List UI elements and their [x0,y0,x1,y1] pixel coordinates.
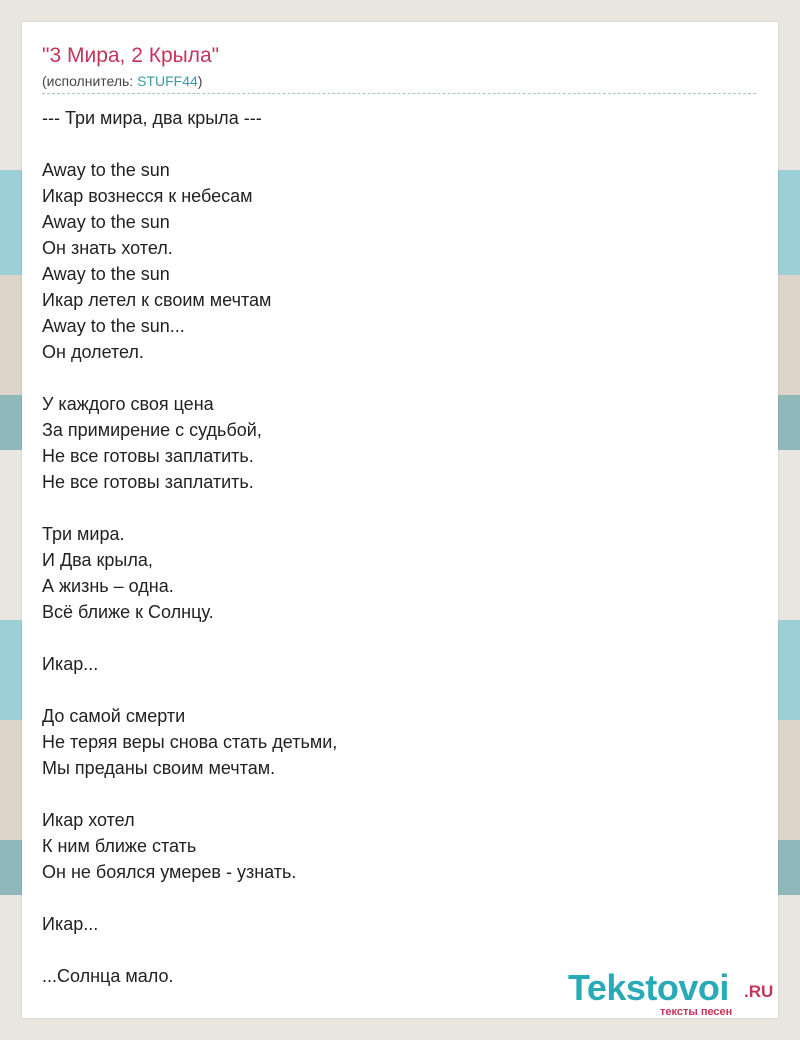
lyric-line: За примирение с судьбой, [42,420,262,440]
lyric-line: Икар летел к своим мечтам [42,290,272,310]
logo-wordmark: Tekstovoi [568,967,729,1008]
lyric-line: Мы преданы своим мечтам. [42,758,276,778]
lyric-line: До самой смерти [42,706,186,726]
logo-subtitle: тексты песен [660,1006,733,1018]
lyric-line: Три мира. [42,524,125,544]
lyric-line [42,937,742,963]
lyric-line: Он долетел. [42,342,144,362]
lyric-line: Не все готовы заплатить. [42,472,254,492]
lyric-line: Не все готовы заплатить. [42,446,254,466]
lyric-line: Икар хотел [42,810,135,830]
lyric-line: ...Солнца мало. [42,966,174,986]
lyric-line: И Два крыла, [42,550,153,570]
artist-suffix: ) [197,73,203,89]
artist-prefix: (исполнитель: [42,73,138,89]
lyric-line: Всё ближе к Солнцу. [42,602,214,622]
lyric-line: Икар... [42,654,99,674]
lyric-line: Он знать хотел. [42,238,173,258]
lyric-line [42,625,742,651]
lyric-line: Away to the sun [42,160,170,180]
lyric-line: Икар вознесся к небесам [42,186,253,206]
logo-tld: .RU [744,982,774,1001]
lyric-line: Икар... [42,914,99,934]
lyric-line [42,365,742,391]
lyric-line [42,131,742,157]
lyric-line [42,677,742,703]
site-logo[interactable] [568,968,778,1018]
lyric-line: У каждого своя цена [42,394,214,414]
lyric-line: Away to the sun [42,212,170,232]
lyric-line: --- Три мира, два крыла --- [42,108,262,128]
lyric-line: Away to the sun [42,264,170,284]
lyric-line: Не теряя веры снова стать детьми, [42,732,338,752]
artist-link[interactable]: STUFF44 [137,73,198,89]
lyrics-card [22,22,778,1018]
lyric-line [42,781,742,807]
artist-line [42,73,202,89]
lyric-line: К ним ближе стать [42,836,197,856]
lyric-line: А жизнь – одна. [42,576,174,596]
lyric-line [42,885,742,911]
divider [42,93,756,94]
song-title: "3 Мира, 2 Крыла" [42,44,220,67]
lyric-line: Он не боялся умерев - узнать. [42,862,297,882]
lyric-line [42,495,742,521]
lyric-line: Away to the sun... [42,316,185,336]
lyrics-text [42,105,742,989]
